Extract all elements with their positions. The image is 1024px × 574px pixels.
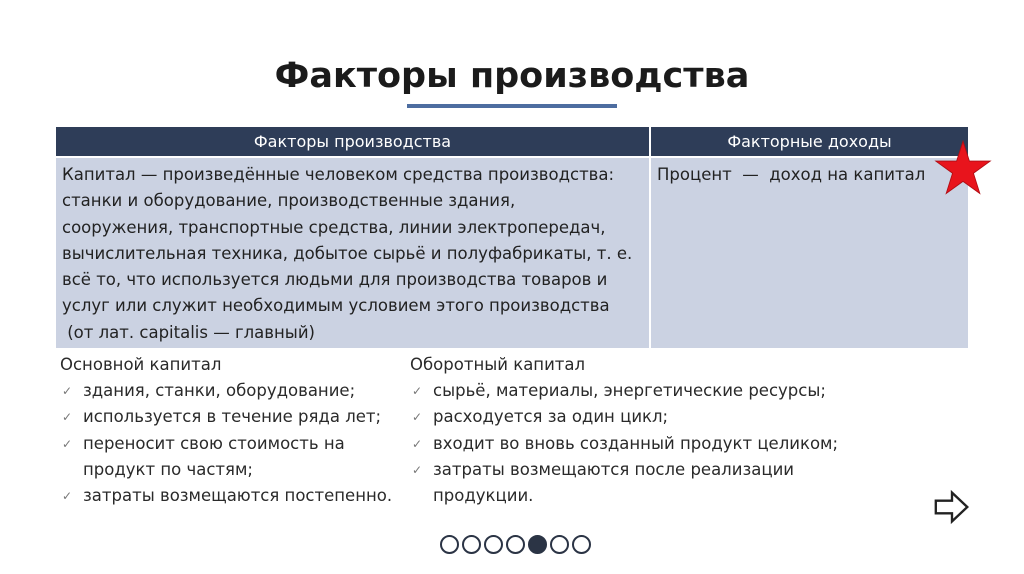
table-row	[56, 157, 968, 348]
list-item-text: расходуется за один цикл;	[433, 407, 669, 427]
check-bullet-icon: ✓	[412, 410, 423, 425]
desc-line: услуг или служит необходимым условием этого производства	[62, 296, 610, 316]
desc-line: (от лат. capitalis — главный)	[62, 322, 315, 342]
table-header-row	[56, 127, 968, 157]
pager-dot[interactable]	[484, 535, 503, 554]
list-item-text: переносит свою стоимость на продукт по частям;	[83, 433, 345, 479]
list-item	[410, 404, 880, 430]
pager-dot[interactable]	[550, 535, 569, 554]
next-slide-arrow-icon[interactable]	[934, 489, 970, 525]
header-incomes: Факторные доходы	[650, 127, 968, 157]
desc-line: станки и оборудование, производственные здания,	[62, 191, 516, 211]
header-factors: Факторы производства	[56, 127, 650, 157]
list-item-text: используется в течение ряда лет;	[83, 407, 382, 427]
list-item-text: здания, станки, оборудование;	[83, 381, 356, 401]
factor-income-cell	[650, 157, 968, 348]
list-item	[60, 431, 383, 483]
fixed-capital-list	[60, 378, 410, 509]
check-bullet-icon: ✓	[412, 436, 423, 451]
working-capital-block	[410, 352, 880, 509]
list-item-text: затраты возмещаются после реализации продукции.	[433, 459, 795, 506]
list-item-text: сырьё, материалы, энергетические ресурсы;	[433, 381, 826, 401]
check-bullet-icon: ✓	[412, 462, 423, 477]
pager-dot[interactable]	[462, 535, 481, 554]
list-item-text: затраты возмещаются постепенно.	[83, 486, 393, 506]
slide-pager	[440, 535, 591, 557]
check-bullet-icon: ✓	[62, 384, 73, 399]
income-text: Процент — доход на капитал	[657, 165, 926, 184]
working-capital-list	[410, 378, 880, 509]
check-bullet-icon: ✓	[62, 489, 73, 504]
fixed-capital-block	[60, 352, 410, 509]
desc-line: вычислительная техника, добытое сырьё и полуфабрикаты, т. е.	[62, 243, 633, 263]
pager-dot[interactable]	[528, 535, 547, 554]
check-bullet-icon: ✓	[62, 436, 73, 451]
factors-table	[56, 127, 968, 348]
pager-dot[interactable]	[440, 535, 459, 554]
check-bullet-icon: ✓	[412, 384, 423, 399]
title-underline	[407, 104, 617, 108]
desc-line: всё то, что используется людьми для производства товаров и	[62, 270, 608, 290]
pager-dot[interactable]	[506, 535, 525, 554]
list-item	[60, 483, 410, 509]
red-star-icon	[934, 139, 992, 197]
list-item	[410, 431, 880, 457]
factor-description-cell	[56, 157, 650, 348]
fixed-capital-title: Основной капитал	[60, 355, 222, 374]
check-bullet-icon: ✓	[62, 410, 73, 425]
working-capital-title: Оборотный капитал	[410, 355, 586, 374]
list-item	[410, 378, 880, 404]
desc-line: Капитал — произведённые человеком средства производства:	[62, 165, 615, 184]
desc-line: сооружения, транспортные средства, линии электропередач,	[62, 217, 606, 237]
list-item	[60, 378, 410, 404]
pager-dot[interactable]	[572, 535, 591, 554]
list-item	[60, 404, 410, 430]
list-item-text: входит во вновь созданный продукт целиком;	[433, 433, 839, 453]
list-item	[410, 457, 813, 509]
slide-title: Факторы производства	[274, 56, 750, 96]
